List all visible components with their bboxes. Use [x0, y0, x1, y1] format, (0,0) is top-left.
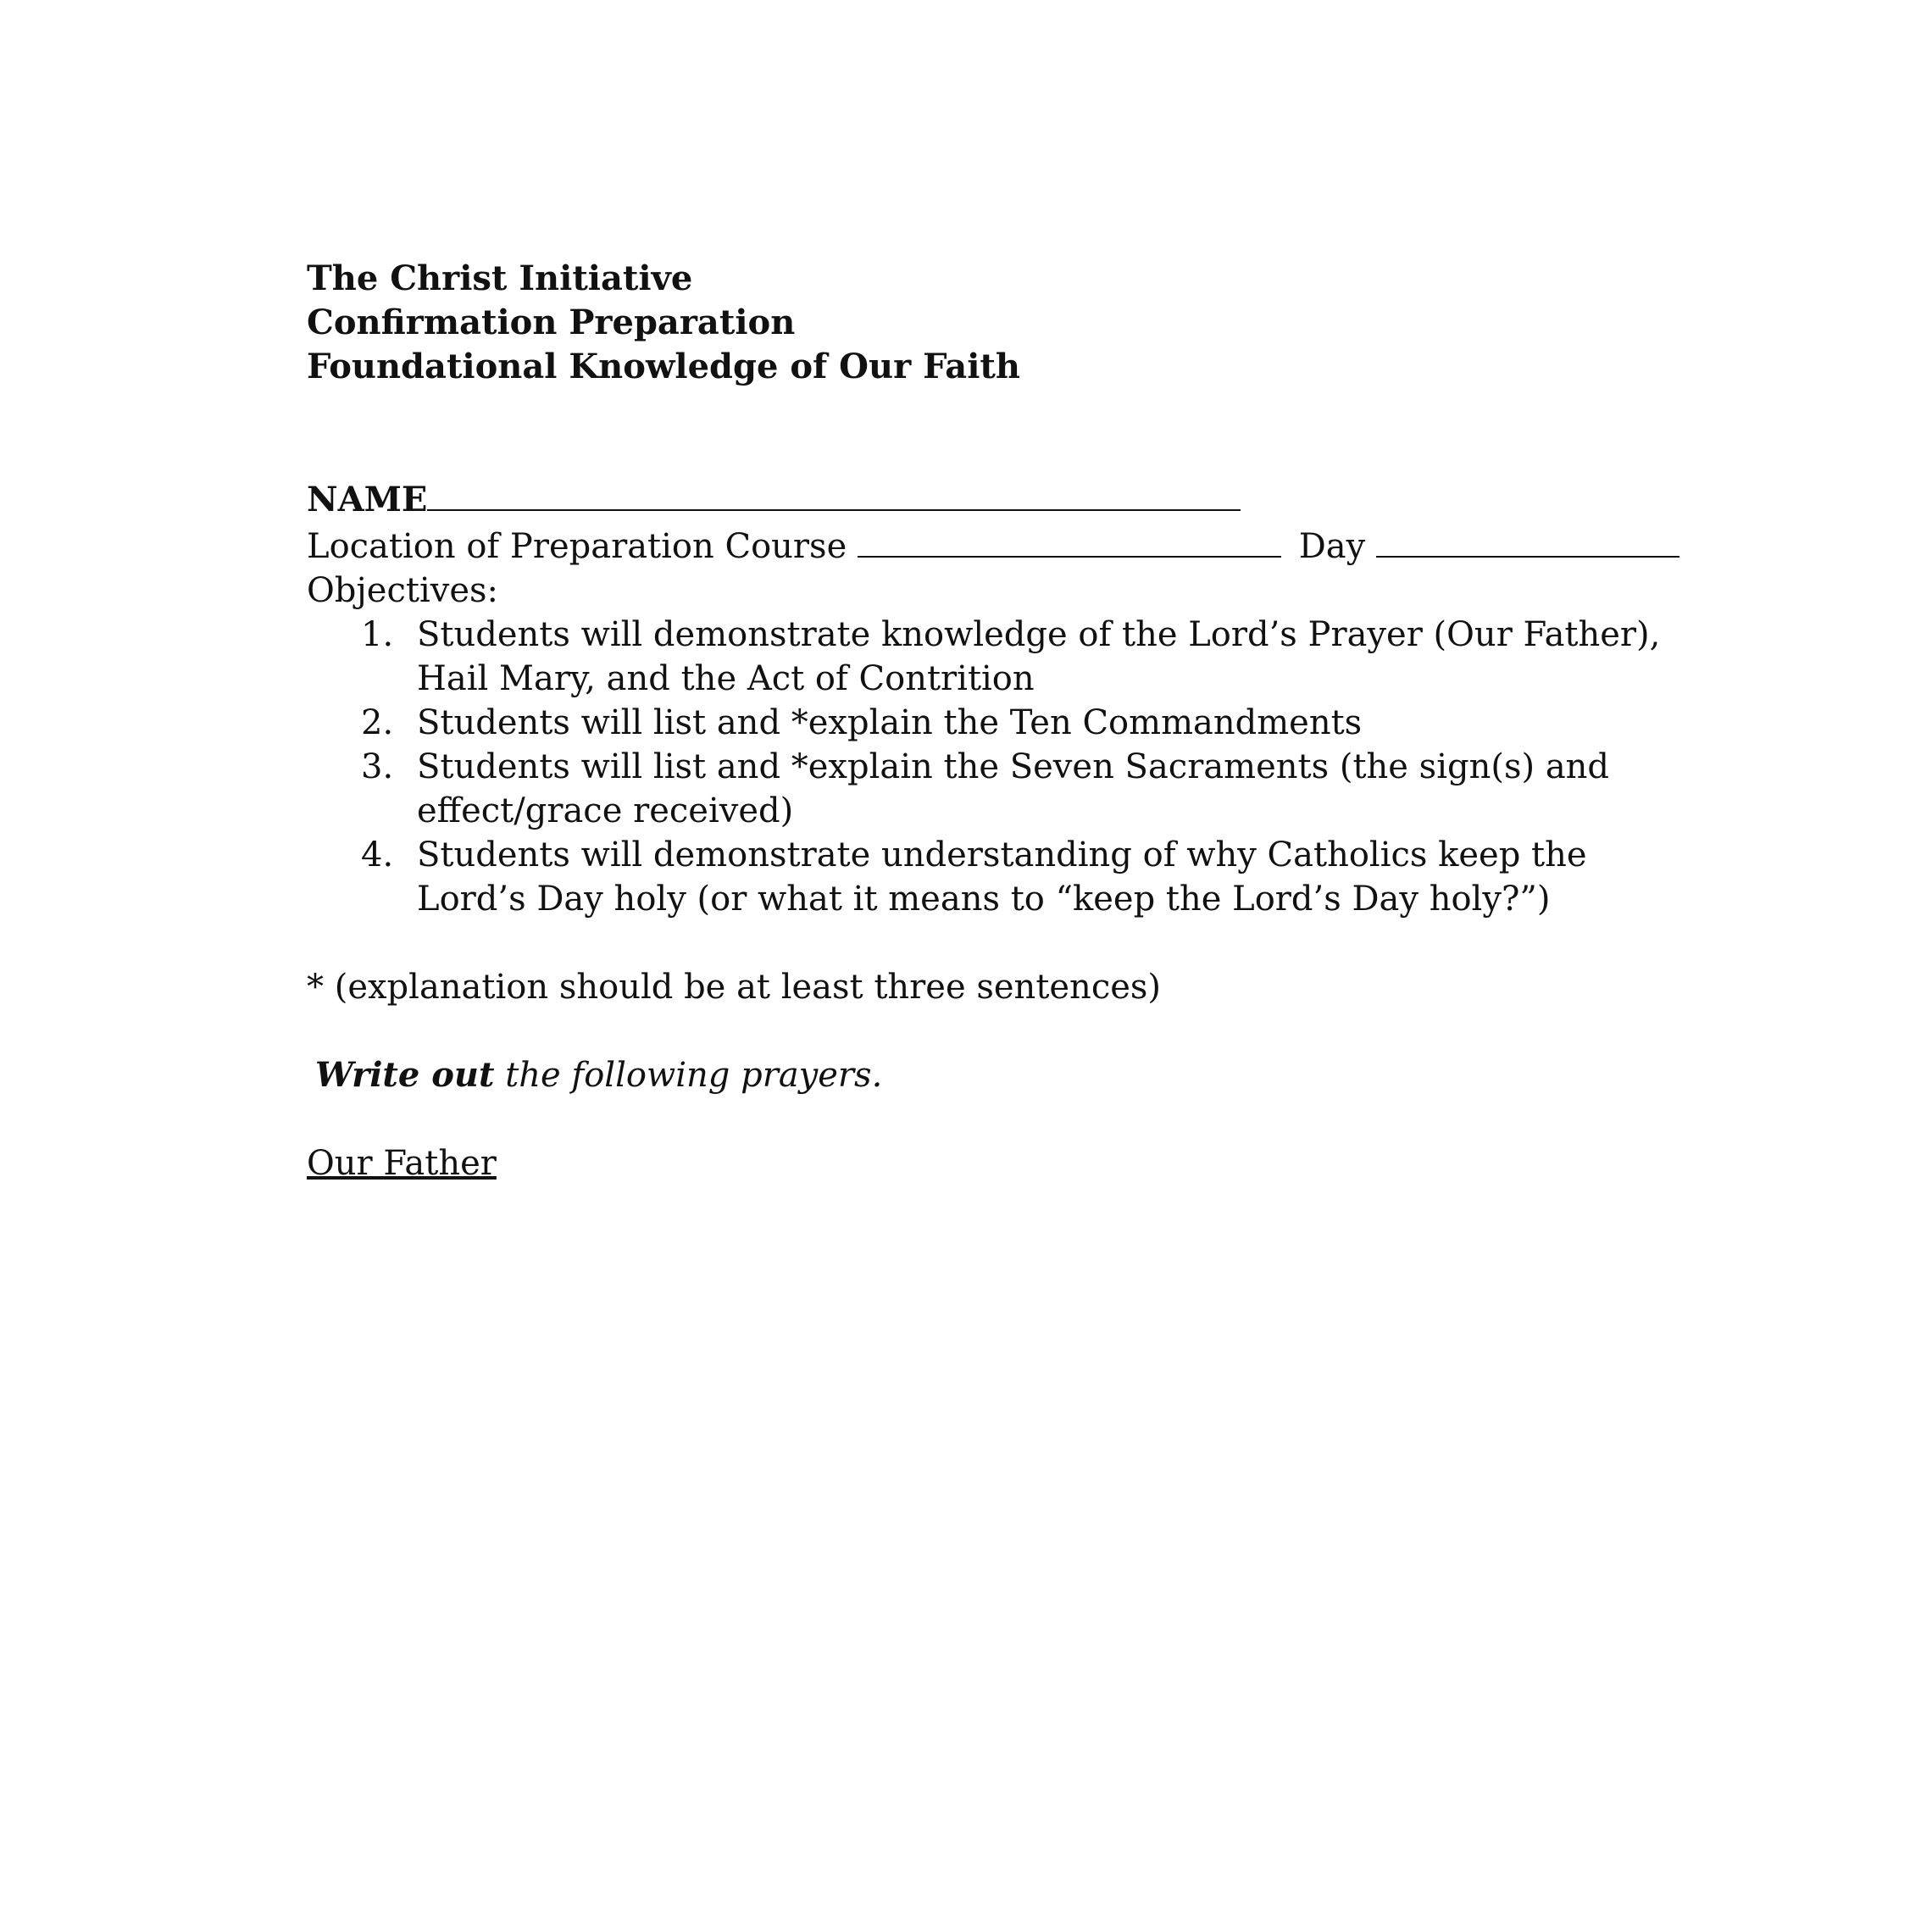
- spacer: [307, 921, 1663, 965]
- objective-text: Students will demonstrate understanding of why Catholics keep the Lord’s Day holy (or what it means to “keep the Lord’s Day holy?”): [417, 836, 1587, 919]
- day-label: Day: [1298, 527, 1366, 566]
- section-heading-our-father: Our Father: [307, 1144, 497, 1183]
- objective-number: 1.: [361, 615, 394, 654]
- objective-number: 4.: [361, 836, 394, 874]
- objective-text: Students will list and *explain the Seven Sacraments (the sign(s) and effect/grace received): [417, 747, 1610, 830]
- name-blank-field[interactable]: [427, 475, 1241, 511]
- name-label: NAME: [307, 480, 428, 519]
- objective-item: [307, 613, 1663, 701]
- objective-item: [307, 701, 1663, 745]
- title-program: Confirmation Preparation: [307, 303, 796, 342]
- name-row: [307, 475, 1663, 522]
- instruction-rest: the following prayers.: [494, 1056, 883, 1095]
- location-row: [307, 522, 1663, 569]
- title-subject: Foundational Knowledge of Our Faith: [307, 347, 1020, 386]
- instruction-emphasis: Write out: [315, 1055, 495, 1095]
- spacer: [307, 389, 1663, 475]
- objective-number: 2.: [361, 703, 394, 742]
- instruction-line: [307, 1053, 1663, 1097]
- objective-number: 3.: [361, 747, 394, 786]
- title-organization: The Christ Initiative: [307, 258, 693, 298]
- location-blank-field[interactable]: [858, 522, 1281, 558]
- day-blank-field[interactable]: [1376, 522, 1679, 558]
- spacer: [307, 1097, 1663, 1141]
- objective-item: [307, 833, 1663, 921]
- objective-text: Students will list and *explain the Ten Commandments: [417, 703, 1363, 742]
- objective-item: [307, 745, 1663, 833]
- objectives-heading: Objectives:: [307, 571, 499, 610]
- spacer: [307, 1009, 1663, 1053]
- footnote: * (explanation should be at least three sentences): [307, 968, 1162, 1007]
- objectives-list: [307, 613, 1663, 921]
- location-label: Location of Preparation Course: [307, 527, 847, 566]
- document-content: [307, 257, 1663, 1185]
- objective-text: Students will demonstrate knowledge of the Lord’s Prayer (Our Father), Hail Mary, and the Act of Contrition: [417, 615, 1661, 698]
